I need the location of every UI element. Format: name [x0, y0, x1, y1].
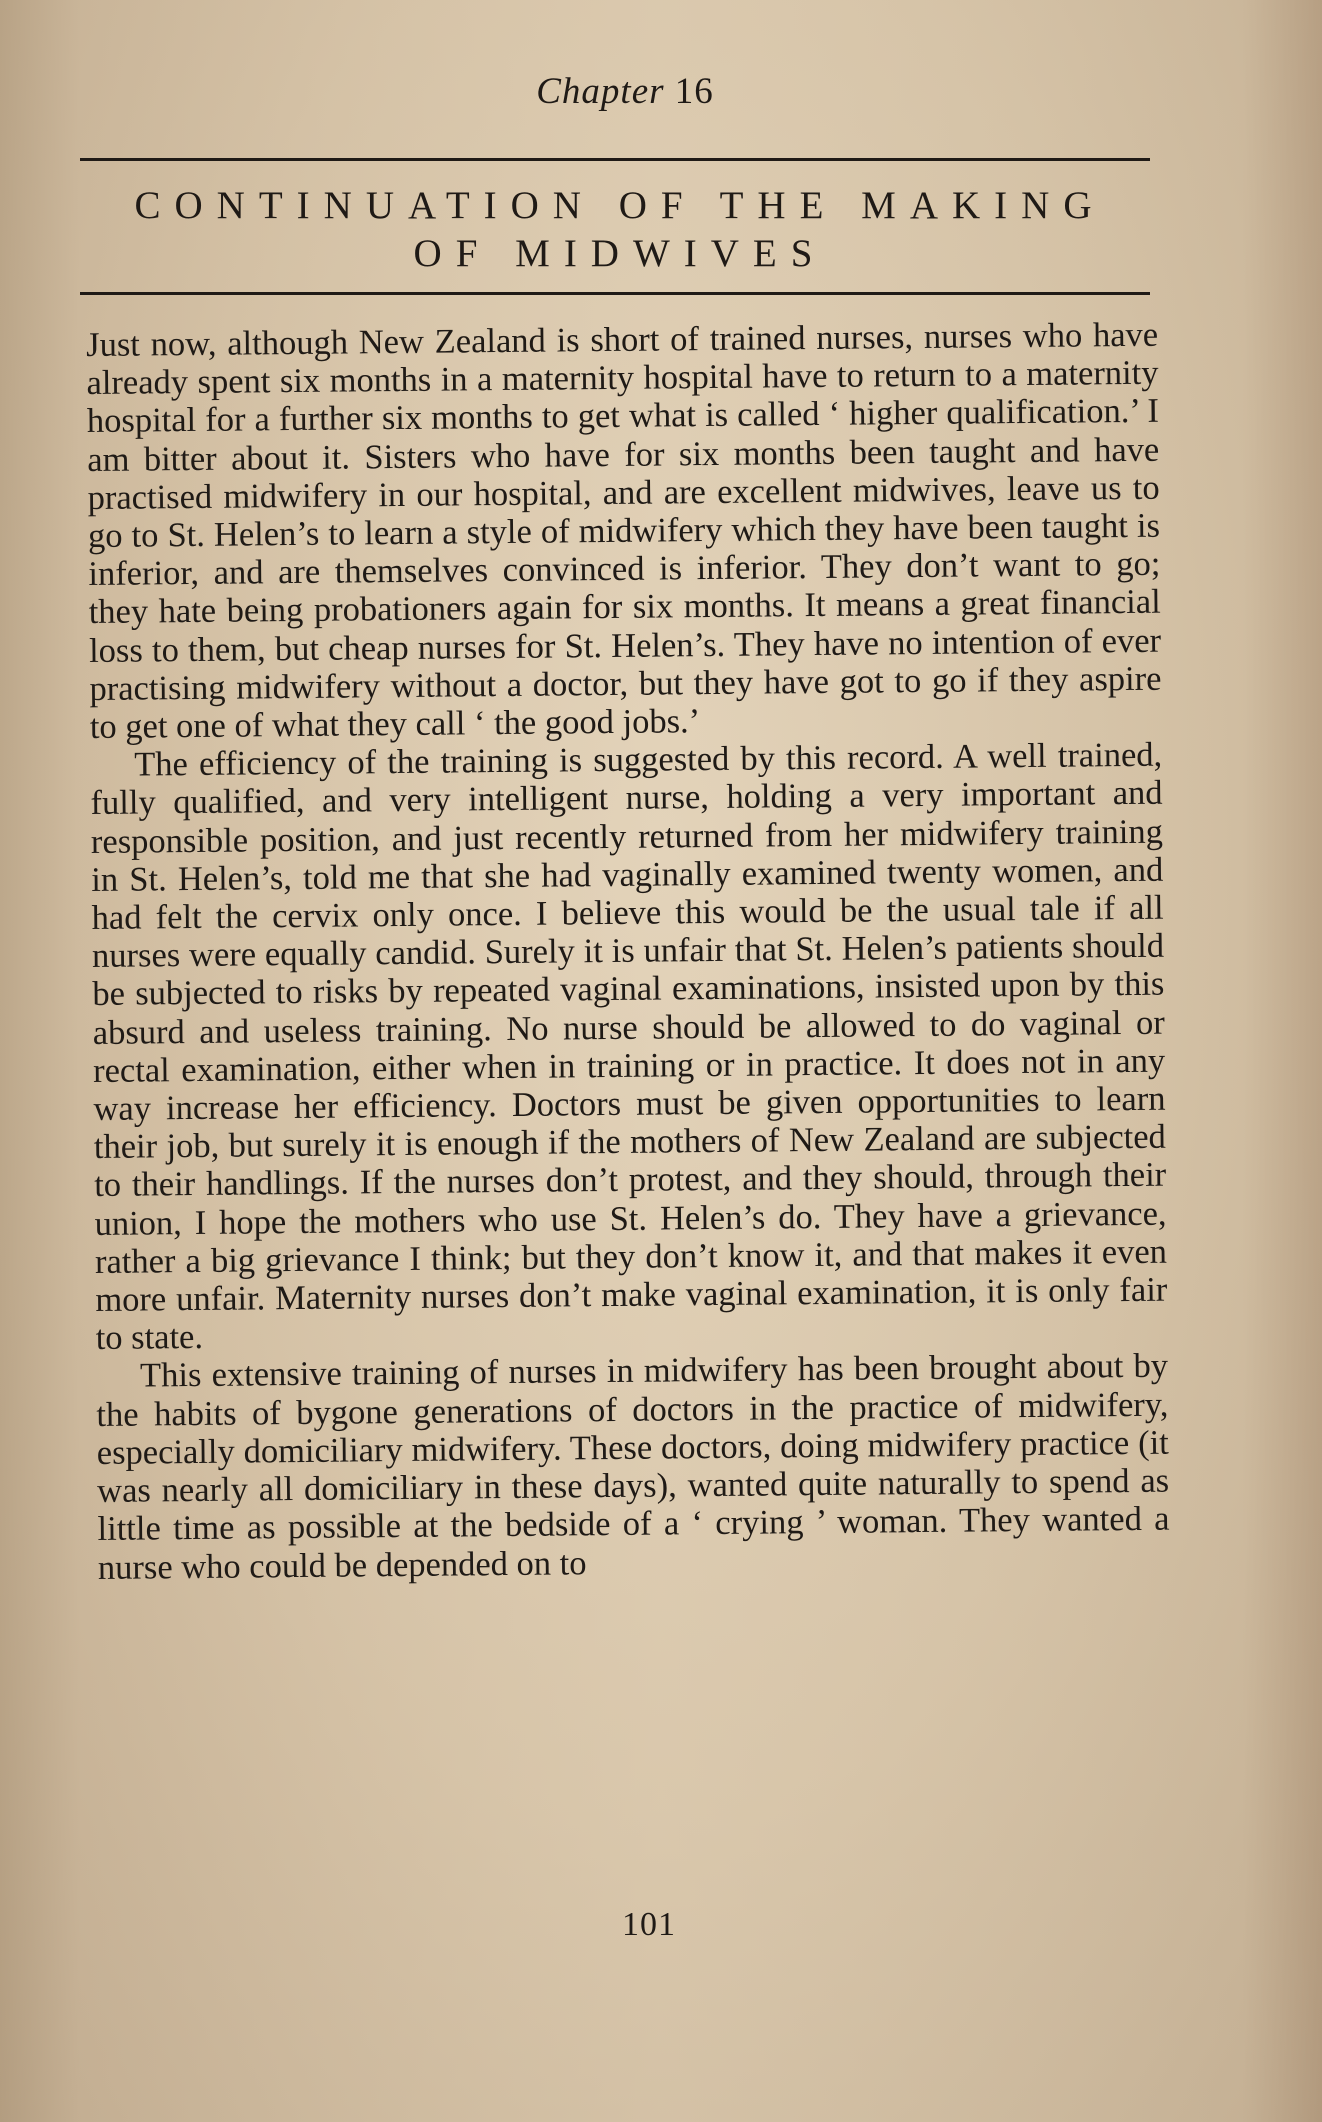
page-number: 101 [622, 1906, 676, 1943]
chapter-title-line-2: OF MIDWIVES [413, 232, 827, 275]
running-head-number: 16 [674, 71, 714, 112]
bottom-rule [80, 292, 1150, 295]
body-text [86, 316, 1170, 1587]
paragraph: The efficiency of the training is suggested by this record. A well trained, fully qualified, and very intelligent nurse, holding a very important and responsible position, and just recently returned from her midwifery training in St. Helen’s, told me that she had vaginally examined twenty women, and had felt the cervix only once. I believe this would be the usual tale if all nurses were equally candid. Surely it is unfair that St. Helen’s patients should be subjected to risks by repeated vaginal examinations, insisted upon by this absurd and useless training. No nurse should be allowed to do vaginal or rectal examination, either when in training or in practice. It does not in any way increase her efficiency. Doctors must be given opportunities to learn their job, but surely it is enough if the mothers of New Zealand are subjected to their handlings. If the nurses don’t protest, and they should, through their union, I hope the mothers who use St. Helen’s do. They have a grievance, rather a big grievance I think; but they don’t know it, and that makes it even more unfair. Maternity nurses don’t make vaginal examination, it is only fair to state. [90, 735, 1168, 1358]
paragraph: Just now, although New Zealand is short of trained nurses, nurses who have already spent six months in a maternity hospital have to return to a maternity hospital for a further six months to get what is called ‘ higher qualification.’ I am bitter about it. Sisters who have for six months been taught and have practised midwifery in our hospital, and are excellent midwives, leave us to go to St. Helen’s to learn a style of midwifery which they have been taught is inferior, and are themselves convinced is inferior. They don’t want to go; they hate being probationers again for six months. It means a great financial loss to them, but cheap nurses for St. Helen’s. They have no intention of ever practising midwifery without a doctor, but they have got to go if they aspire to get one of what they call ‘ the good jobs.’ [86, 315, 1162, 747]
chapter-title [95, 182, 1145, 278]
top-rule [80, 158, 1150, 161]
paragraph: This extensive training of nurses in midwifery has been brought about by the habits of bygone generations of doctors in the practice of midwifery, especially domiciliary midwifery. These doctors, doing midwifery practice (it was nearly all domiciliary in these days), wanted quite naturally to spend as little time as possible at the bedside of a ‘ crying ’ woman. They wanted a nurse who could be depended on to [96, 1347, 1170, 1587]
running-head-label: Chapter [536, 71, 665, 112]
chapter-title-line-1: CONTINUATION OF THE MAKING [134, 184, 1106, 227]
running-head [0, 70, 1250, 113]
